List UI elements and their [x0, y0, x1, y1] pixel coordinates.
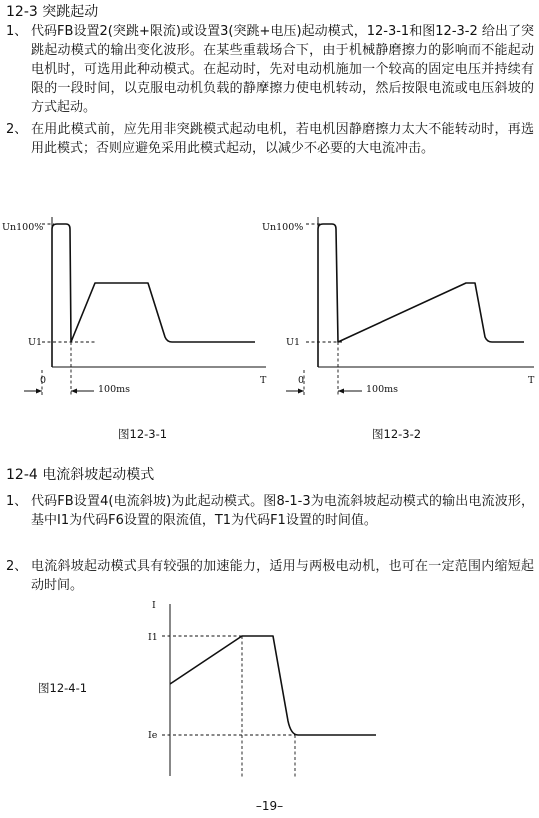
- item-number: 2、: [6, 122, 28, 137]
- time-label-100ms: 100ms: [366, 384, 399, 395]
- section-12-4-title: 12-4 电流斜坡起动模式: [6, 467, 155, 483]
- origin-label: 0: [40, 375, 47, 386]
- t-axis-label: T: [260, 375, 267, 386]
- time-label-100ms: 100ms: [98, 384, 131, 395]
- item-number: 2、: [6, 559, 28, 574]
- caption-fig-12-3-2: 图12-3-2: [372, 427, 422, 441]
- item-number: 1、: [6, 24, 28, 39]
- y-label-ie: Ie: [148, 730, 158, 741]
- waveform-kick-current-limit: [52, 224, 255, 367]
- y-label-i1: I1: [148, 632, 158, 643]
- section-12-3-item-1: [6, 22, 534, 117]
- arrow-left-head: [298, 389, 304, 394]
- arrow-right-head: [338, 389, 344, 394]
- y-label-u1: U1: [286, 337, 301, 348]
- section-12-3-title: 12-3 突跳起动: [6, 4, 99, 20]
- y-label-un100: Un100%: [262, 222, 304, 233]
- waveform-current-ramp: [170, 636, 376, 735]
- section-12-4-item-2: [6, 557, 534, 595]
- figure-12-3-2: [262, 205, 539, 405]
- item-text: 电流斜坡起动模式具有较强的加速能力，适用与两极电动机，也可在一定范围内缩短起动时间。: [31, 559, 534, 593]
- origin-label: 0: [298, 375, 305, 386]
- section-12-4-item-1: [6, 492, 534, 530]
- y-label-un100: Un100%: [2, 222, 44, 233]
- y-label-i: I: [152, 600, 156, 611]
- waveform-kick-voltage-ramp: [318, 224, 524, 367]
- caption-fig-12-3-1: 图12-3-1: [118, 427, 168, 441]
- arrow-left-head: [36, 389, 42, 394]
- item-text: 在用此模式前，应先用非突跳模式起动电机，若电机因静磨擦力太大不能转动时，再选用此模式；否则应避免采用此模式起动，以减少不必要的大电流冲击。: [31, 122, 534, 156]
- item-text: 代码FB设置4(电流斜坡)为此起动模式。图8-1-3为电流斜坡起动模式的输出电流波形，基中I1为代码F6设置的限流值，T1为代码F1设置的时间值。: [31, 494, 534, 528]
- item-number: 1、: [6, 494, 28, 509]
- figure-12-4-1: [140, 596, 380, 786]
- caption-fig-12-4-1: 图12-4-1: [38, 681, 88, 695]
- section-12-3-item-2: [6, 120, 534, 158]
- item-text: 代码FB设置2(突跳+限流)或设置3(突跳+电压)起动模式，12-3-1和图12-3-2 给出了突跳起动模式的输出变化波形。在某些重载场合下，由于机械静磨擦力的影响而不能起动电机时，可选用此种动模式。在起动时，先对电动机施加一个较高的固定电压并持续有限的一段时间，以克服电动机负载的静摩擦力使电机转动，然后按限电流或电压斜坡的方式起动。: [31, 24, 534, 115]
- page-number: –19–: [255, 799, 284, 813]
- arrow-right-head: [71, 389, 77, 394]
- y-label-u1: U1: [28, 337, 43, 348]
- figure-12-3-1: [0, 205, 270, 405]
- t-axis-label: T: [528, 375, 535, 386]
